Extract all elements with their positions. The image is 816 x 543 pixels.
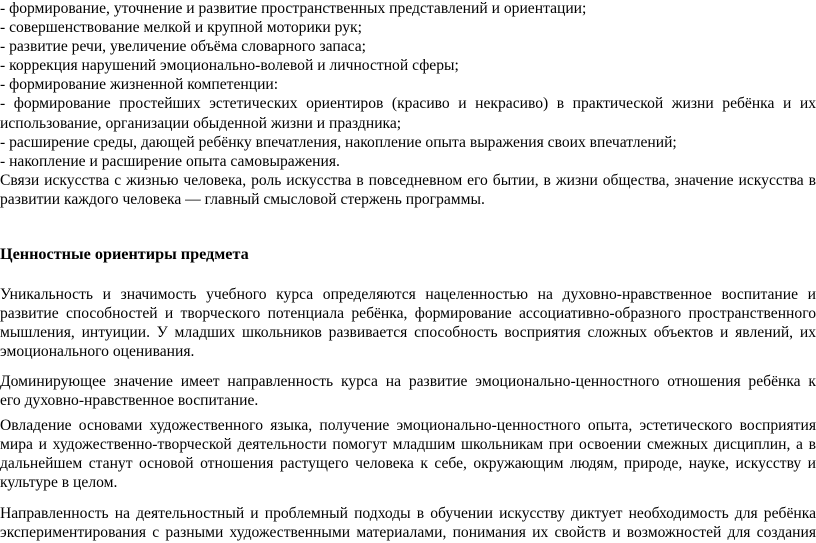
paragraph-line: экспериментирования с разными художественными материалами, понимания их свойств и возможностей для создания xyxy=(0,524,816,542)
paragraph-2 xyxy=(0,372,816,410)
list-item: - формирование, уточнение и развитие пространственных представлений и ориентации; xyxy=(0,0,587,17)
paragraph-line: культуре в целом. xyxy=(0,474,118,492)
list-item: - расширение среды, дающей ребёнку впечатления, накопление опыта выражения своих впечатлений; xyxy=(0,133,677,151)
goals-list xyxy=(0,0,816,209)
paragraph-line: мышления, интуиции. У младших школьников развивается способность восприятия сложных объектов и явлений, их xyxy=(0,324,816,342)
paragraph-line: Направленность на деятельностный и проблемный подходы в обучении искусству диктует необходимость для ребёнка xyxy=(0,505,816,522)
list-item: - совершенствование мелкой и крупной моторики рук; xyxy=(0,19,362,37)
paragraph-line: его духовно-нравственное воспитание. xyxy=(0,392,259,410)
paragraph-line: дальнейшем станут основой отношения растущего человека к себе, окружающим людям, природе, науке, искусству и xyxy=(0,455,816,473)
list-item: использование, организации обыденной жизни и праздника; xyxy=(0,114,402,132)
list-item: - развитие речи, увеличение объёма словарного запаса; xyxy=(0,38,366,56)
list-item: - коррекция нарушений эмоционально-волевой и личностной сферы; xyxy=(0,57,459,75)
list-item: - формирование простейших эстетических ориентиров (красиво и некрасиво) в практической жизни ребёнка и их xyxy=(0,95,816,113)
paragraph-line: эмоционального оценивания. xyxy=(0,343,195,361)
paragraph-1 xyxy=(0,285,816,361)
section-heading: Ценностные ориентиры предмета xyxy=(0,245,249,263)
intro-line: развитии каждого человека — главный смысловой стержень программы. xyxy=(0,190,485,208)
list-item: - формирование жизненной компетенции: xyxy=(0,76,279,94)
paragraph-4 xyxy=(0,504,816,542)
paragraph-line: Овладение основами художественного языка, получение эмоционально-ценностного опыта, эстетического восприятия xyxy=(0,417,816,434)
paragraph-line: мира и художественно-творческой деятельности помогут младшим школьникам при освоении смежных дисциплин, а в xyxy=(0,436,816,454)
paragraph-line: Уникальность и значимость учебного курса определяются нацеленностью на духовно-нравственное воспитание и xyxy=(0,286,816,303)
paragraph-line: Доминирующее значение имеет направленность курса на развитие эмоционально-ценностного отношения ребёнка к xyxy=(0,373,816,390)
intro-line: Связи искусства с жизнью человека, роль искусства в повседневном его бытии, в жизни общества, значение искусства в xyxy=(0,171,816,189)
paragraph-line: развитие способностей и творческого потенциала ребёнка, формирование ассоциативно-образного пространственного xyxy=(0,305,816,323)
paragraph-3 xyxy=(0,416,816,492)
list-item: - накопление и расширение опыта самовыражения. xyxy=(0,152,340,170)
